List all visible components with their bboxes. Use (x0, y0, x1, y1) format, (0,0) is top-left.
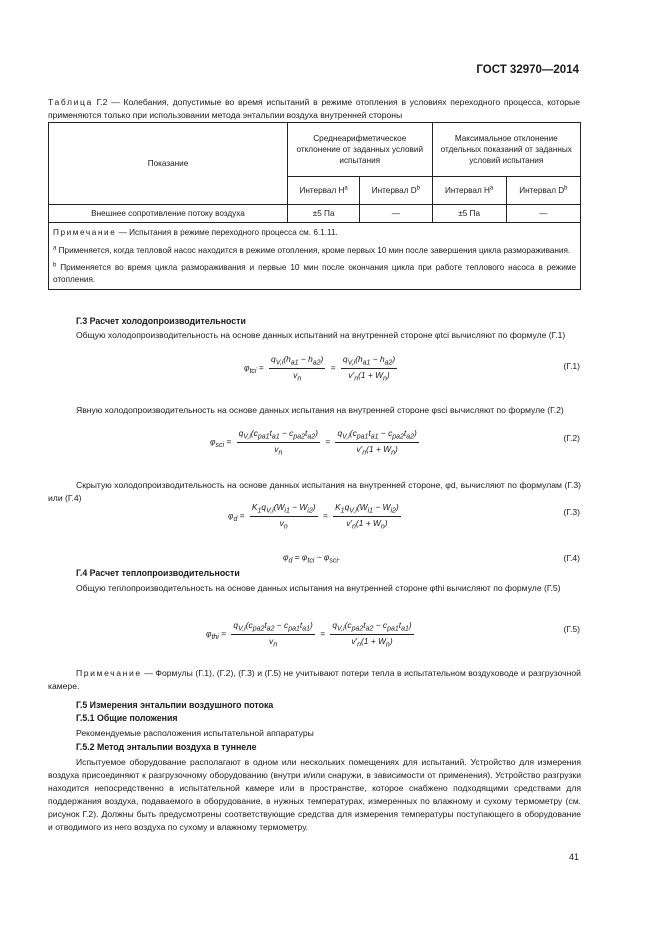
section-heading-g4: Г.4 Расчет теплопроизводительности (76, 568, 240, 578)
tolerance-table (48, 122, 581, 290)
col-header-max-deviation: Максимальное отклонение отдельных показаний от заданных условий испытания (432, 123, 580, 177)
row-value-2: — (360, 205, 432, 223)
paragraph-g3-3: Скрытую холодопроизводительность на основе данных испытания на внутренней стороне, φd, вычисляют по формулам (Г.3) или (Г.4) (48, 480, 581, 503)
formula-g5: $\varphi_{thi}$ = $\frac{q_{V,i}(c_{pa2}t_{a2} - c_{pa1}t_{a1})}{v_n}$ = $\frac{q_{V,i}(c_{pa2}t_{a2} - c_{pa1}t_{a1})}{v'_n(1 + W_n)}$ (206, 620, 412, 649)
formula-number-g4: (Г.4) (563, 553, 580, 563)
formula-g2: $\varphi_{sci}$ = $\frac{q_{V,i}(c_{pa1}t_{a1} - c_{pa2}t_{a2})}{v_n}$ = $\frac{q_{V,i}(c_{pa1}t_{a1} - c_{pa2}t_{a2})}{v'_n(1 + W_n)}$ (210, 428, 417, 457)
table-note: Примечание — Испытания в режиме переходного процесса см. 6.1.11. (53, 228, 338, 237)
document-header: ГОСТ 32970—2014 (476, 64, 579, 76)
note-g4: Примечание — Формулы (Г.1), (Г.2), (Г.3) и (Г.5) не учитывают потери тепла в испытательном воздуховоде и разгрузочной камере. (48, 668, 581, 691)
page-number: 41 (568, 852, 579, 862)
paragraph-g51: Рекомендуемые расположения испытательной аппаратуры (76, 728, 314, 738)
formula-g4: $\varphi_d = \varphi_{tci} - \varphi_{sci}$. (283, 552, 341, 565)
col-header-indicator: Показание (49, 123, 288, 205)
subheader-interval-d-1: Интервал $D^b$ (360, 177, 432, 205)
subheader-interval-d-2: Интервал $D^b$ (506, 177, 580, 205)
section-heading-g5: Г.5 Измерения энтальпии воздушного потока (76, 700, 274, 710)
subheader-interval-h-2: Интервал $H^a$ (432, 177, 506, 205)
formula-number-g5: (Г.5) (563, 624, 580, 634)
subsection-heading-g52: Г.5.2 Метод энтальпии воздуха в туннеле (76, 742, 257, 752)
table-caption-label: Таблица (48, 97, 93, 107)
row-value-1: ±5 Па (288, 205, 360, 223)
footnote-b: $^b$ Применяется во время цикла размораживания и первые 10 мин после окончания цикла при работе теплового насоса в режиме отопления. (53, 262, 576, 284)
col-header-mean-deviation: Среднеарифметическое отклонение от заданных условий испытания (288, 123, 433, 177)
paragraph-g3-2: Явную холодопроизводительность на основе данных испытания на внутренней стороне φsci вычисляют по формуле (Г.2) (76, 405, 564, 415)
formula-number-g1: (Г.1) (563, 361, 580, 371)
section-heading-g3: Г.3 Расчет холодопроизводительности (76, 316, 246, 326)
paragraph-g52: Испытуемое оборудование располагают в одном или нескольких помещениях для испытаний. Устройство для измерения воздуха присоединяют к разгрузочному оборудованию (внутри и/или снаружи, в зависимости от применения). Устройство разгрузки находится непосредственно в испытательной камере или в пространстве, которое снабжено подходящими средствами для поддержания воздуха, подаваемого в оборудование, в нужных температурах, измеренных по влажному и сухому термометру (см. рисунок Г.2). Должны быть предусмотрены соответствующие средства для измерения температуры поступающего в оборудование и отводимого из него воздуха по сухому и влажному термометру. (48, 757, 581, 832)
row-value-3: ±5 Па (432, 205, 506, 223)
table-caption-text: Г.2 — Колебания, допустимые во время испытаний в режиме отопления в условиях переходного процесса, которые применяются только при использовании метода энтальпии воздуха внутренней стороны (48, 97, 580, 120)
subheader-interval-h-1: Интервал $H^a$ (288, 177, 360, 205)
paragraph-g3-1: Общую холодопроизводительность на основе данных испытаний на внутренней стороне φtci вычисляют по формуле (Г.1) (76, 330, 566, 340)
formula-g3: $\varphi_d$ = $\frac{K_1q_{V,i}(W_{i1} - W_{i2})}{v_n}$ = $\frac{K_1q_{V,i}(W_{i1} - W_{i2})}{v'_n(1 + W_n)}$ (228, 502, 399, 531)
formula-number-g3: (Г.3) (563, 507, 580, 517)
table-notes (49, 223, 581, 290)
formula-number-g2: (Г.2) (563, 433, 580, 443)
subsection-heading-g51: Г.5.1 Общие положения (76, 713, 178, 723)
row-value-4: — (506, 205, 580, 223)
table-caption (48, 96, 580, 122)
paragraph-g4-1: Общую теплопроизводительность на основе данных испытания на внутренней стороне φthi вычисляют по формуле (Г.5) (76, 583, 561, 593)
formula-g1: $\varphi_{tci}$ = $\frac{q_{V,i}(h_{a1} - h_{a2})}{v_n}$ = $\frac{q_{V,i}(h_{a1} - h_{a2})}{v'_n(1 + W_n)}$ (244, 354, 396, 383)
row-label: Внешнее сопротивление потоку воздуха (49, 205, 288, 223)
footnote-a: $^a$ Применяется, когда тепловой насос находится в режиме отопления, кроме первых 10 мин после завершения цикла размораживания. (53, 244, 571, 255)
